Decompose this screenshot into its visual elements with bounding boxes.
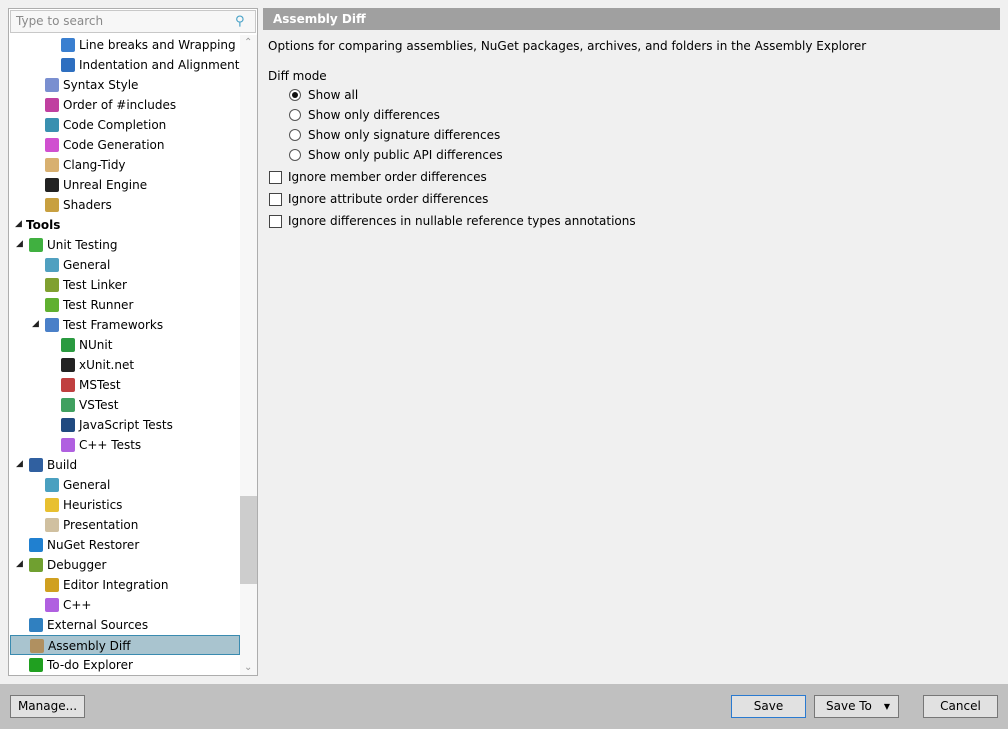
editor-integration-icon	[45, 578, 59, 592]
tree-item-indentation-and-alignment[interactable]	[10, 55, 240, 75]
tree-item-editor-integration[interactable]	[10, 575, 240, 595]
tree-item-label: Tools	[26, 218, 61, 232]
tree-item-label: JavaScript Tests	[79, 418, 173, 432]
tree-item-heuristics[interactable]	[10, 495, 240, 515]
expand-arrow-icon[interactable]: ◢	[16, 559, 23, 569]
line-breaks-icon	[61, 38, 75, 52]
tree-item-label: Line breaks and Wrapping	[79, 38, 236, 52]
cpp-tests-icon	[61, 438, 75, 452]
tree-item-label: MSTest	[79, 378, 121, 392]
search-placeholder: Type to search	[16, 14, 104, 28]
tree-item-unreal-engine[interactable]	[10, 175, 240, 195]
tree-item-assembly-diff[interactable]	[10, 635, 240, 655]
expand-arrow-icon[interactable]: ◢	[15, 219, 22, 229]
tree-item-label: Editor Integration	[63, 578, 169, 592]
page-title: Assembly Diff	[263, 8, 1000, 30]
checkbox[interactable]	[269, 171, 282, 184]
checkbox[interactable]	[269, 193, 282, 206]
expand-arrow-icon[interactable]: ◢	[32, 319, 39, 329]
tree-item-nuget-restorer[interactable]	[10, 535, 240, 555]
tree-item-label: NuGet Restorer	[47, 538, 140, 552]
vstest-icon	[61, 398, 75, 412]
search-icon[interactable]: ⚲	[235, 14, 245, 29]
tree-item-external-sources[interactable]	[10, 615, 240, 635]
tree-item-label: Shaders	[63, 198, 112, 212]
lightbulb-icon	[45, 498, 59, 512]
build-general-icon	[45, 478, 59, 492]
cpp-icon	[45, 598, 59, 612]
mstest-icon	[61, 378, 75, 392]
tree-item-test-linker[interactable]	[10, 275, 240, 295]
settings-tree	[9, 35, 241, 675]
tree-item-label: C++ Tests	[79, 438, 142, 452]
tree-item-vstest[interactable]	[10, 395, 240, 415]
checkbox-label: Ignore differences in nullable reference types annotations	[288, 214, 636, 228]
save-to-button[interactable]	[814, 695, 899, 718]
assembly-diff-icon	[30, 639, 44, 653]
checkbox-label: Ignore attribute order differences	[288, 192, 489, 206]
tree-item-presentation[interactable]	[10, 515, 240, 535]
tree-scrollbar[interactable]	[240, 35, 257, 675]
tree-item-syntax-style[interactable]	[10, 75, 240, 95]
build-icon	[29, 458, 43, 472]
checkbox-label: Ignore member order differences	[288, 170, 487, 184]
tree-item-debugger[interactable]	[10, 555, 240, 575]
tree-item-label: Heuristics	[63, 498, 123, 512]
tree-item-test-runner[interactable]	[10, 295, 240, 315]
radio-button[interactable]	[289, 129, 301, 141]
tree-item-unit-testing[interactable]	[10, 235, 240, 255]
tree-item-order-of-includes[interactable]	[10, 95, 240, 115]
search-input[interactable]	[10, 10, 256, 33]
tree-item-label: Build	[47, 458, 78, 472]
tree-item-label: Clang-Tidy	[63, 158, 126, 172]
tree-item-mstest[interactable]	[10, 375, 240, 395]
tree-item-label: General	[63, 478, 111, 492]
tree-item-line-breaks-and-wrapping[interactable]	[10, 35, 240, 55]
bug-icon	[29, 558, 43, 572]
tree-item-javascript-tests[interactable]	[10, 415, 240, 435]
tree-item-label: Unit Testing	[47, 238, 118, 252]
syntax-style-icon	[45, 78, 59, 92]
save-button[interactable]: Save	[731, 695, 806, 718]
tree-item-label: C++	[63, 598, 92, 612]
scroll-down-icon[interactable]: ⌄	[244, 662, 253, 673]
tree-item-label: Debugger	[47, 558, 107, 572]
cancel-button[interactable]: Cancel	[923, 695, 998, 718]
tree-item-c[interactable]	[10, 595, 240, 615]
radio-label: Show only differences	[308, 108, 440, 122]
radio-button[interactable]	[289, 89, 301, 101]
external-sources-icon	[29, 618, 43, 632]
tree-item-label: Code Completion	[63, 118, 167, 132]
includes-order-icon	[45, 98, 59, 112]
tree-item-c-tests[interactable]	[10, 435, 240, 455]
tree-item-test-frameworks[interactable]	[10, 315, 240, 335]
tree-item-label: Assembly Diff	[48, 639, 131, 653]
radio-label: Show all	[308, 88, 359, 102]
tree-item-label: VSTest	[79, 398, 119, 412]
palette-icon	[45, 518, 59, 532]
tree-item-label: To-do Explorer	[47, 658, 133, 672]
tree-item-clang-tidy[interactable]	[10, 155, 240, 175]
dropdown-arrow-icon: ▼	[883, 702, 890, 711]
unreal-engine-icon	[45, 178, 59, 192]
scrollbar-thumb[interactable]	[240, 496, 257, 584]
tree-item-label: Test Runner	[63, 298, 134, 312]
tree-item-label: xUnit.net	[79, 358, 135, 372]
radio-label: Show only signature differences	[308, 128, 501, 142]
radio-button[interactable]	[289, 109, 301, 121]
tree-item-label: Unreal Engine	[63, 178, 148, 192]
tree-item-nunit[interactable]	[10, 335, 240, 355]
tree-item-xunit-net[interactable]	[10, 355, 240, 375]
tree-item-label: Syntax Style	[63, 78, 139, 92]
tree-item-label: Code Generation	[63, 138, 165, 152]
tree-item-label: Order of #includes	[63, 98, 177, 112]
test-frameworks-icon	[45, 318, 59, 332]
tree-item-label: Test Linker	[63, 278, 127, 292]
radio-button[interactable]	[289, 149, 301, 161]
tree-item-shaders[interactable]	[10, 195, 240, 215]
indentation-icon	[61, 58, 75, 72]
code-generation-icon	[45, 138, 59, 152]
scroll-up-icon[interactable]: ⌃	[244, 37, 253, 48]
clang-tidy-icon	[45, 158, 59, 172]
bottom-bar	[0, 684, 1008, 729]
todo-icon	[29, 658, 43, 672]
diff-mode-label: Diff mode	[268, 69, 327, 83]
test-runner-icon	[45, 298, 59, 312]
code-completion-icon	[45, 118, 59, 132]
wrench-icon	[45, 258, 59, 272]
tree-item-label: NUnit	[79, 338, 113, 352]
save-to-label: Save To	[826, 699, 872, 713]
test-linker-icon	[45, 278, 59, 292]
tree-item-code-completion[interactable]	[10, 115, 240, 135]
tree-item-code-generation[interactable]	[10, 135, 240, 155]
checkbox[interactable]	[269, 215, 282, 228]
nuget-icon	[29, 538, 43, 552]
tree-item-label: Indentation and Alignment	[79, 58, 240, 72]
expand-arrow-icon[interactable]: ◢	[16, 459, 23, 469]
settings-tree-panel	[8, 8, 258, 676]
page-description: Options for comparing assemblies, NuGet packages, archives, and folders in the Assembly Explorer	[268, 39, 867, 53]
javascript-tests-icon	[61, 418, 75, 432]
tree-item-general[interactable]	[10, 255, 240, 275]
tree-item-label: Test Frameworks	[63, 318, 164, 332]
unit-testing-icon	[29, 238, 43, 252]
tree-item-build[interactable]	[10, 455, 240, 475]
tree-item-general[interactable]	[10, 475, 240, 495]
expand-arrow-icon[interactable]: ◢	[16, 239, 23, 249]
tree-item-tools[interactable]	[10, 215, 240, 235]
manage-button[interactable]: Manage...	[10, 695, 85, 718]
shaders-icon	[45, 198, 59, 212]
tree-item-label: Presentation	[63, 518, 139, 532]
tree-item-label: General	[63, 258, 111, 272]
tree-item-label: External Sources	[47, 618, 149, 632]
nunit-icon	[61, 338, 75, 352]
radio-label: Show only public API differences	[308, 148, 503, 162]
tree-item-to-do-explorer[interactable]	[10, 655, 240, 675]
xunit-icon	[61, 358, 75, 372]
